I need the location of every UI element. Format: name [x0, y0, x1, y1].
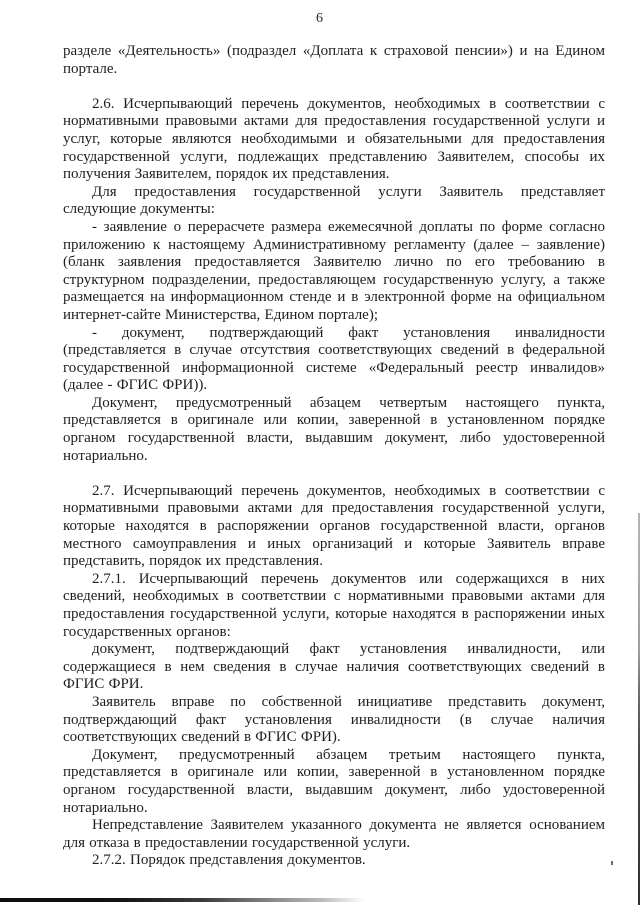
- paragraph-section-2-7-1: 2.7.1. Исчерпывающий перечень документов или содержащихся в них сведений, необходимых в соответствии с нормативными правовыми актами для предоставления государственной услуги, которые находятся в распоряжении иных государственных органов:: [63, 570, 605, 640]
- paragraph-section-2-7-2: 2.7.2. Порядок представления документов.: [92, 852, 366, 869]
- paragraph-own-initiative: Заявитель вправе по собственной инициативе представить документ, подтверждающий факт установления инвалидности (в случае наличия соответствующих сведений в ФГИС ФРИ).: [63, 693, 605, 746]
- page-number: 6: [316, 11, 324, 26]
- list-item-disability-document: - документ, подтверждающий факт установления инвалидности (представляется в случае отсутствия соответствующих сведений в федеральной государственной информационной системе «Федеральный реестр инвалидов» (далее - ФГИС ФРИ)).: [63, 324, 605, 394]
- paragraph-disability-fgis: документ, подтверждающий факт установления инвалидности, или содержащиеся в нем сведения в случае наличия соответствующих сведений в ФГИС ФРИ.: [63, 641, 605, 693]
- paragraph-original-or-copy-second: Документ, предусмотренный абзацем третьим настоящего пункта, представляется в оригинале или копии, заверенной в установленном порядке органом государственной власти, выдавшим документ, либо удостоверенной нотариально.: [63, 746, 605, 816]
- list-item-application: - заявление о перерасчете размера ежемесячной доплаты по форме согласно приложению к настоящему Административному регламенту (далее – заявление) (бланк заявления предоставляется Заявителю лично по его требованию в структурном подразделении, предоставляющем государственную услугу, а также размещается на информационном стенде и в электронной форме на официальном интернет-сайте Министерства, Едином портале);: [63, 218, 605, 323]
- paragraph-original-or-copy: Документ, предусмотренный абзацем четвертым настоящего пункта, представляется в оригинале или копии, заверенной в установленном порядке органом государственной власти, выдавшим документ, либо удостоверенной нотариально.: [63, 394, 605, 464]
- scan-artifact-bottom-edge: [0, 898, 365, 902]
- paragraph-section-2-7: 2.7. Исчерпывающий перечень документов, необходимых в соответствии с нормативными правовыми актами для предоставления государственной услуги, которые находятся в распоряжении органов государственной власти, органов местного самоуправления и иных организаций и которые Заявитель вправе представить, порядок их представления.: [63, 482, 605, 570]
- paragraph-non-submission: Непредставление Заявителем указанного документа не является основанием для отказа в предоставлении государственной услуги.: [63, 817, 605, 851]
- scan-artifact-speck: [611, 861, 613, 865]
- paragraph-continuation: разделе «Деятельность» (подраздел «Доплата к страховой пенсии») и на Едином портале.: [63, 43, 605, 77]
- paragraph-documents-intro: Для предоставления государственной услуги Заявитель представляет следующие документы:: [63, 183, 605, 218]
- document-text-block: [63, 43, 605, 870]
- paragraph-section-2-6: 2.6. Исчерпывающий перечень документов, необходимых в соответствии с нормативными правовыми актами для предоставления государственной услуги и услуг, которые являются необходимыми и обязательными для предоставления государственной услуги, подлежащих представлению Заявителем, способы их получения Заявителем, порядок их представления.: [63, 95, 605, 183]
